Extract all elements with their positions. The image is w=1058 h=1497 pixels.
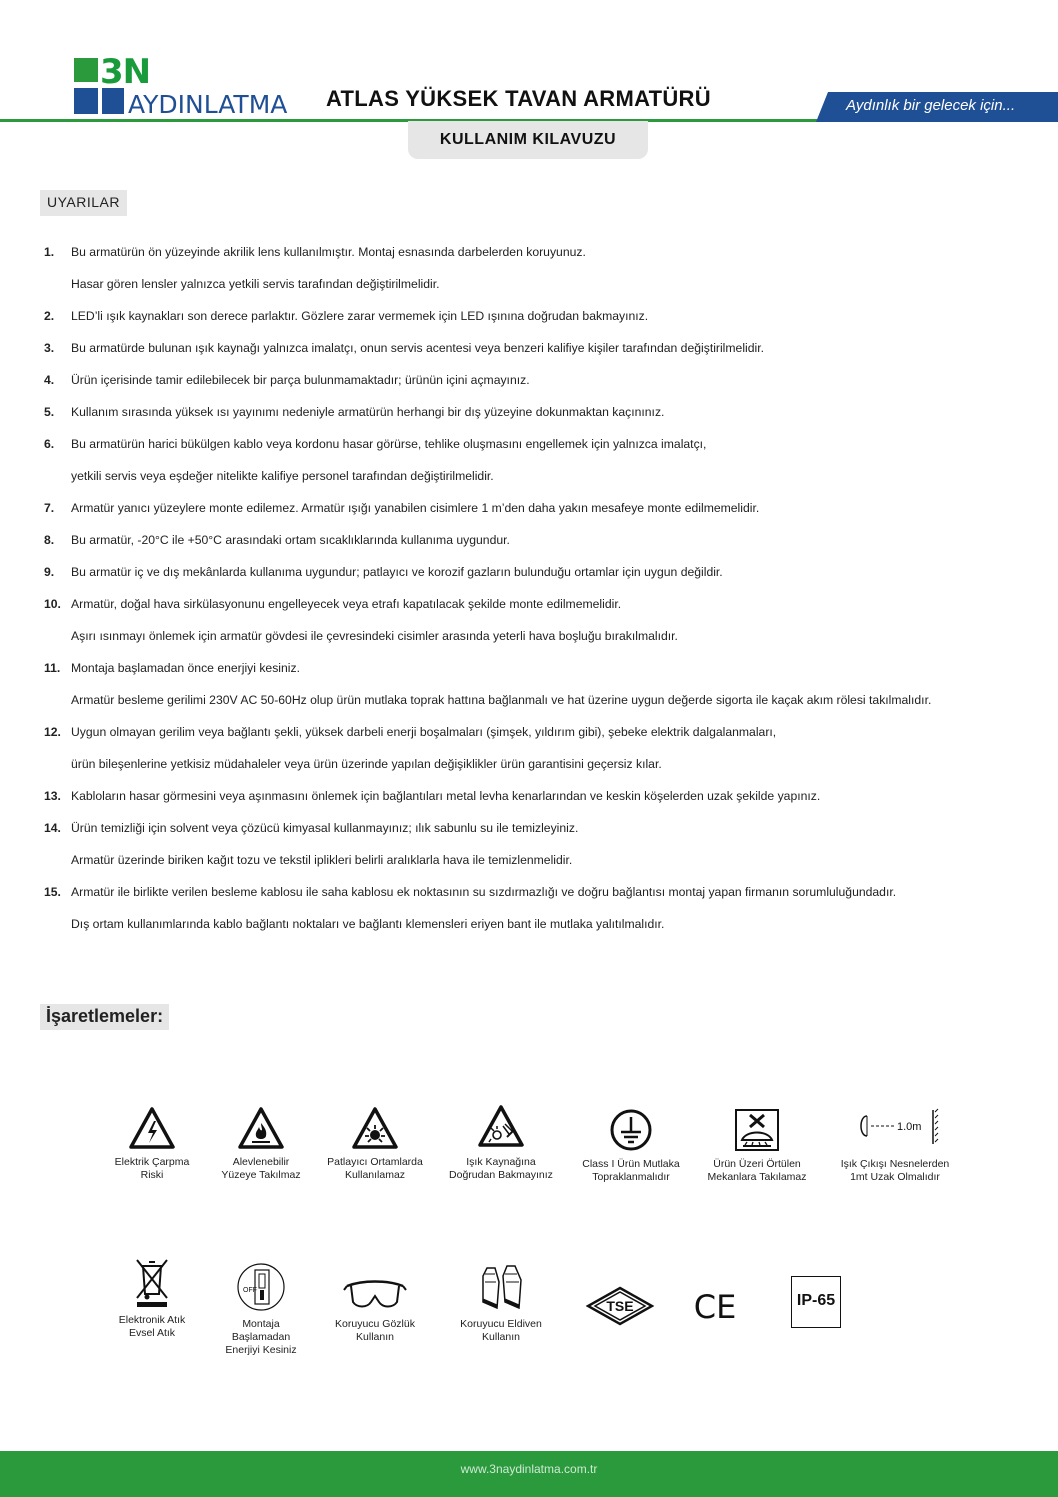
- document-subtitle: KULLANIM KILAVUZU: [439, 131, 617, 148]
- warning-line: [44, 499, 1034, 531]
- warning-line: [44, 595, 1034, 627]
- marking-light-source: [446, 1104, 556, 1182]
- ce-icon: [690, 1286, 740, 1326]
- warning-line: [44, 723, 1034, 755]
- marking-caption: Kullanın: [482, 1331, 520, 1343]
- warning-text: Montaja başlamadan önce enerjiyi kesiniz.: [71, 661, 300, 675]
- distance-label: 1.0m: [897, 1121, 922, 1133]
- warning-text: Bu armatürün ön yüzeyinde akrilik lens kullanılmıştır. Montaj esnasında darbelerden koruyunuz.: [71, 245, 586, 259]
- warning-line: [44, 851, 1034, 883]
- warning-text: Armatür yanıcı yüzeylere monte edilemez. Armatür ışığı yanabilen cisimlere 1 m’den daha yakın mesafeye monte edilmemelidir.: [71, 501, 760, 515]
- warning-line: [44, 467, 1034, 499]
- ce-mark: [690, 1286, 740, 1326]
- warning-number: 4.: [44, 373, 55, 387]
- warning-number: 2.: [44, 309, 55, 323]
- warning-number: 8.: [44, 533, 55, 547]
- marking-caption: Enerjiyi Kesiniz: [225, 1344, 297, 1356]
- marking-distance: [840, 1108, 950, 1184]
- warnings-heading: UYARILAR: [40, 190, 127, 216]
- warning-line: [44, 531, 1034, 563]
- marking-caption: Montaja: [242, 1318, 280, 1330]
- warning-text: Dış ortam kullanımlarında kablo bağlantı noktaları ve bağlantı klemensleri eriyen bant ile mutlaka yalıtılmalıdır.: [71, 917, 665, 931]
- document-title: ATLAS YÜKSEK TAVAN ARMATÜRÜ: [326, 86, 711, 111]
- ip-rating-badge: [791, 1276, 841, 1328]
- marking-explosive: [320, 1106, 430, 1182]
- marking-caption: Topraklanmalıdır: [592, 1171, 670, 1183]
- warning-line: [44, 403, 1034, 435]
- marking-caption: Riski: [140, 1169, 164, 1181]
- warning-text: Ürün içerisinde tamir edilebilecek bir parça bulunmamaktadır; ürünün içini açmayınız.: [71, 373, 530, 387]
- warning-number: 11.: [44, 661, 61, 675]
- warning-line: [44, 307, 1034, 339]
- no-cover-icon: [734, 1108, 780, 1152]
- marking-caption: Elektrik Çarpma: [114, 1156, 190, 1168]
- warning-number: 5.: [44, 405, 55, 419]
- warning-text: LED’li ışık kaynakları son derece parlaktır. Gözlere zarar vermemek için LED ışınına doğrudan bakmayınız.: [71, 309, 649, 323]
- warning-line: [44, 371, 1034, 403]
- marking-no-cover: [702, 1108, 812, 1184]
- warnings-list: [44, 243, 1034, 947]
- warning-text: Armatür üzerinde biriken kağıt tozu ve tekstil iplikleri belirli aralıklarla hava ile temizlenmelidir.: [71, 853, 573, 867]
- explosive-icon: [351, 1106, 399, 1150]
- marking-caption: Başlamadan: [231, 1331, 291, 1343]
- warning-text: Armatür ile birlikte verilen besleme kablosu ile saha kablosu ek noktasının su sızdırmazlığı ve doğru bağlantısı montaj yapan firmanın sorumluluğundadır.: [71, 885, 897, 899]
- warning-number: 6.: [44, 437, 55, 451]
- warning-text: Bu armatür, -20°C ile +50°C arasındaki ortam sıcaklıklarında kullanıma uygundur.: [71, 533, 510, 547]
- marking-weee: [97, 1256, 207, 1340]
- warning-text: ürün bileşenlerine yetkisiz müdahaleler veya ürün üzerinde yapılan değişiklikler ürün garantisini geçersiz kılar.: [71, 757, 662, 771]
- weee-icon: [131, 1256, 173, 1308]
- distance-icon: [849, 1108, 941, 1152]
- warning-number: 15.: [44, 885, 61, 899]
- marking-caption: Doğrudan Bakmayınız: [449, 1169, 553, 1181]
- warning-text: Bu armatürde bulunan ışık kaynağı yalnızca imalatçı, onun servis acentesi veya benzeri kalifiye kişiler tarafından değiştirilmelidir.: [71, 341, 764, 355]
- warning-line: [44, 275, 1034, 307]
- warning-text: Bu armatür iç ve dış mekânlarda kullanıma uygundur; patlayıcı ve korozif gazların bulunduğu ortamlar için uygun değildir.: [71, 565, 723, 579]
- warning-line: [44, 819, 1034, 851]
- tagline: Aydınlık bir gelecek için...: [846, 97, 1016, 114]
- tse-mark: [586, 1286, 654, 1326]
- marking-caption: Koruyucu Eldiven: [460, 1318, 542, 1330]
- warning-number: 1.: [44, 245, 55, 259]
- warning-number: 10.: [44, 597, 61, 611]
- warning-line: [44, 755, 1034, 787]
- marking-caption: Alevlenebilir: [232, 1156, 290, 1168]
- electric-shock-icon: [128, 1106, 176, 1150]
- warning-text: Bu armatürün harici bükülgen kablo veya kordonu hasar görürse, tehlike oluşmasını engellemek için yalnızca imalatçı,: [71, 437, 707, 451]
- warning-text: Uygun olmayan gerilim veya bağlantı şekli, yüksek darbeli enerji boşalmaları (şimşek, yıldırım gibi), şebeke elektrik dalgalanmaları,: [71, 725, 777, 739]
- marking-flammable: [206, 1106, 316, 1182]
- warning-line: [44, 915, 1034, 947]
- marking-caption: Mekanlara Takılamaz: [707, 1171, 807, 1183]
- warning-text: Armatür, doğal hava sirkülasyonunu engelleyecek veya etrafı kapatılacak şekilde monte edilmemelidir.: [71, 597, 622, 611]
- markings-heading: İşaretlemeler:: [40, 1004, 169, 1030]
- warning-line: [44, 691, 1034, 723]
- goggles-icon: [343, 1276, 407, 1312]
- warning-text: Kullanım sırasında yüksek ısı yayınımı nedeniyle armatürün herhangi bir dış yüzeyine dokunmaktan kaçınınız.: [71, 405, 665, 419]
- warning-text: Ürün temizliği için solvent veya çözücü kimyasal kullanmayınız; ılık sabunlu su ile temizleyiniz.: [71, 821, 579, 835]
- gloves-icon: [477, 1262, 525, 1312]
- ce-label: CE: [693, 1288, 737, 1326]
- marking-goggles: [320, 1276, 430, 1344]
- warning-number: 13.: [44, 789, 61, 803]
- marking-caption: 1mt Uzak Olmalıdır: [850, 1171, 940, 1183]
- warning-line: [44, 243, 1034, 275]
- switch-off-label: OFF: [243, 1287, 257, 1294]
- marking-caption: Işık Kaynağına: [466, 1156, 536, 1168]
- warning-number: 14.: [44, 821, 61, 835]
- warning-number: 7.: [44, 501, 55, 515]
- marking-caption: Ürün Üzeri Örtülen: [713, 1158, 801, 1170]
- warning-number: 3.: [44, 341, 55, 355]
- tse-label: TSE: [606, 1298, 634, 1314]
- marking-caption: Evsel Atık: [128, 1327, 176, 1339]
- flammable-icon: [237, 1106, 285, 1150]
- warning-line: [44, 883, 1034, 915]
- logo-square-blue-left: [74, 88, 98, 114]
- marking-caption: Kullanın: [356, 1331, 394, 1343]
- marking-caption: Class I Ürün Mutlaka: [582, 1158, 680, 1170]
- ground-icon: [609, 1108, 653, 1152]
- warning-number: 12.: [44, 725, 61, 739]
- warning-text: Hasar gören lensler yalnızca yetkili servis tarafından değiştirilmelidir.: [71, 277, 440, 291]
- marking-caption: Yüzeye Takılmaz: [221, 1169, 301, 1181]
- marking-caption: Koruyucu Gözlük: [335, 1318, 415, 1330]
- warning-line: [44, 435, 1034, 467]
- ip-rating-label: IP-65: [796, 1292, 836, 1309]
- tse-icon: [586, 1286, 654, 1326]
- marking-gloves: [446, 1262, 556, 1344]
- marking-caption: Işık Çıkışı Nesnelerden: [840, 1158, 950, 1170]
- marking-ground: [576, 1108, 686, 1184]
- marking-caption: Elektronik Atık: [118, 1314, 186, 1326]
- logo-name: AYDINLATMA: [128, 90, 288, 119]
- warning-number: 9.: [44, 565, 55, 579]
- marking-power-off: [206, 1262, 316, 1357]
- warning-line: [44, 659, 1034, 691]
- warning-line: [44, 339, 1034, 371]
- marking-caption: Kullanılamaz: [344, 1169, 406, 1181]
- marking-electric-shock: [97, 1106, 207, 1182]
- warning-text: Kabloların hasar görmesini veya aşınmasını önlemek için bağlantıları metal levha kenarlarından ve keskin köşelerden uzak şekilde yapınız.: [71, 789, 821, 803]
- warning-text: Aşırı ısınmayı önlemek için armatür gövdesi ile çevresindeki cisimler arasında yeterli hava boşluğu bırakılmalıdır.: [71, 629, 678, 643]
- power-off-icon: [235, 1262, 287, 1312]
- marking-caption: Patlayıcı Ortamlarda: [327, 1156, 423, 1168]
- warning-line: [44, 563, 1034, 595]
- warning-text: Armatür besleme gerilimi 230V AC 50-60Hz olup ürün mutlaka toprak hattına bağlanmalı ve hat üzerine uygun değerde sigorta ile kaçak akım rölesi takılmalıdır.: [71, 693, 932, 707]
- warning-line: [44, 787, 1034, 819]
- warning-line: [44, 627, 1034, 659]
- logo-square-green: [74, 58, 98, 82]
- warning-text: yetkili servis veya eşdeğer nitelikte kalifiye personel tarafından değiştirilmelidir.: [71, 469, 494, 483]
- light-source-icon: [477, 1104, 525, 1150]
- footer-website-link[interactable]: www.3naydinlatma.com.tr: [460, 1462, 598, 1476]
- logo-brand: 3N: [100, 52, 151, 92]
